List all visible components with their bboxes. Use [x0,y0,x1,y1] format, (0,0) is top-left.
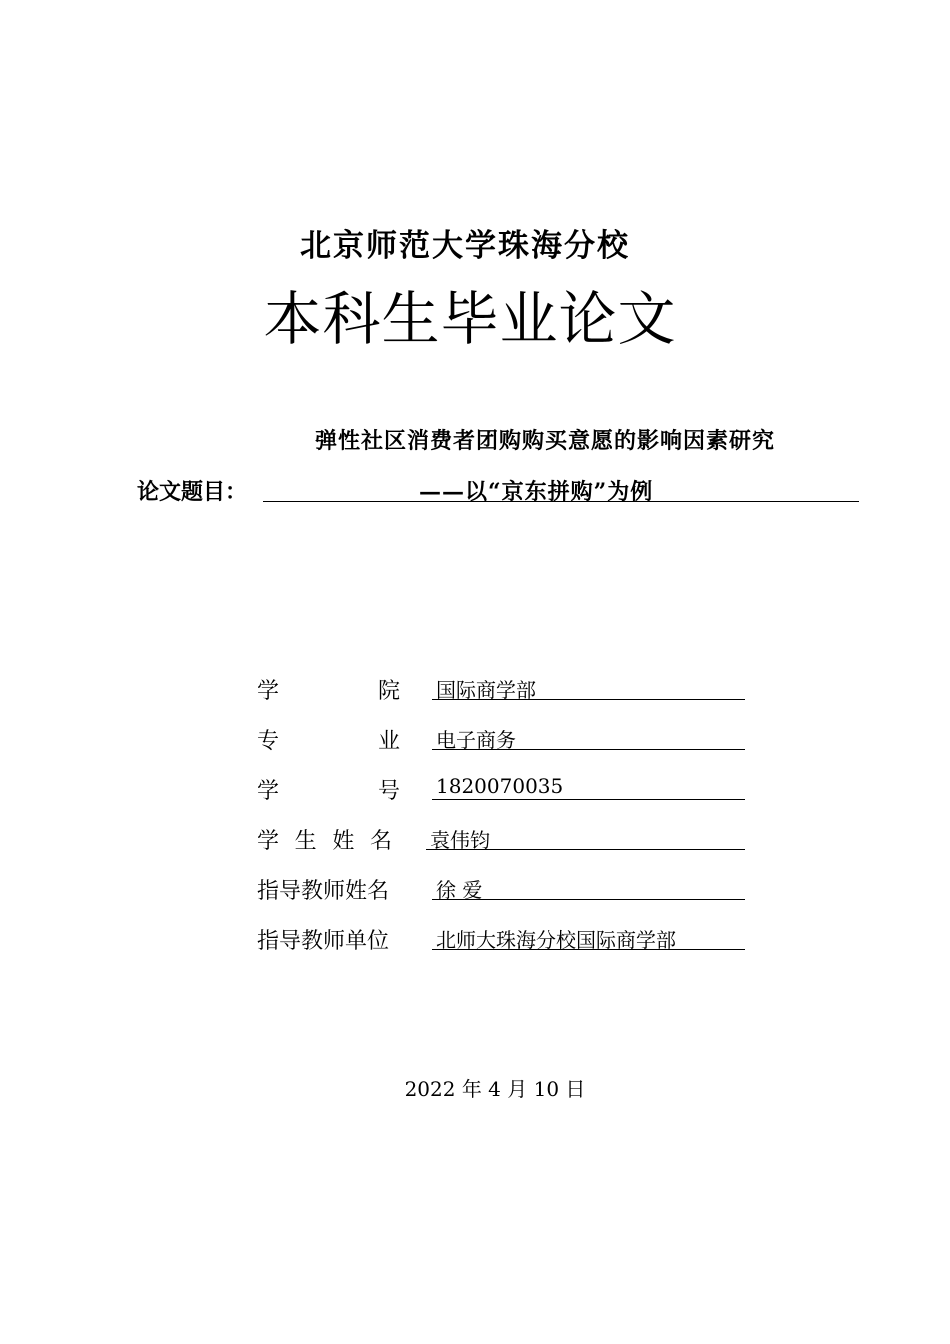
major-value: 电子商务 [432,724,745,750]
advisor-name-label: 指导教师姓名 [257,879,390,904]
info-row-college [0,674,950,704]
advisor-unit-label: 指导教师单位 [257,929,390,954]
advisor-name-value: 徐 爱 [432,874,745,900]
thesis-title-subtitle: ——以“京东拼购”为例 [419,479,654,505]
major-label: 专 业 [257,729,400,754]
info-row-advisor-name [0,874,950,904]
thesis-title-main: 弹性社区消费者团购购买意愿的影响因素研究 [315,428,776,454]
advisor-unit-value: 北师大珠海分校国际商学部 [432,924,745,950]
info-row-student-name [0,824,950,854]
student-id-label: 学 号 [257,779,400,804]
student-name-value: 袁伟钧 [426,824,745,850]
submission-date: 2022 年 4 月 10 日 [404,1077,586,1101]
info-row-student-id [0,774,950,804]
info-row-advisor-unit [0,924,950,954]
info-row-major [0,724,950,754]
college-label: 学 院 [257,679,400,704]
college-value: 国际商学部 [432,674,745,700]
student-id-value: 1820070035 [432,774,745,800]
thesis-title-subtitle-field [263,475,859,505]
university-name: 北京师范大学珠海分校 [300,228,630,264]
document-type-heading: 本科生毕业论文 [263,285,677,353]
student-name-label: 学 生 姓 名 [257,829,392,854]
thesis-title-label: 论文题目： [137,480,248,505]
